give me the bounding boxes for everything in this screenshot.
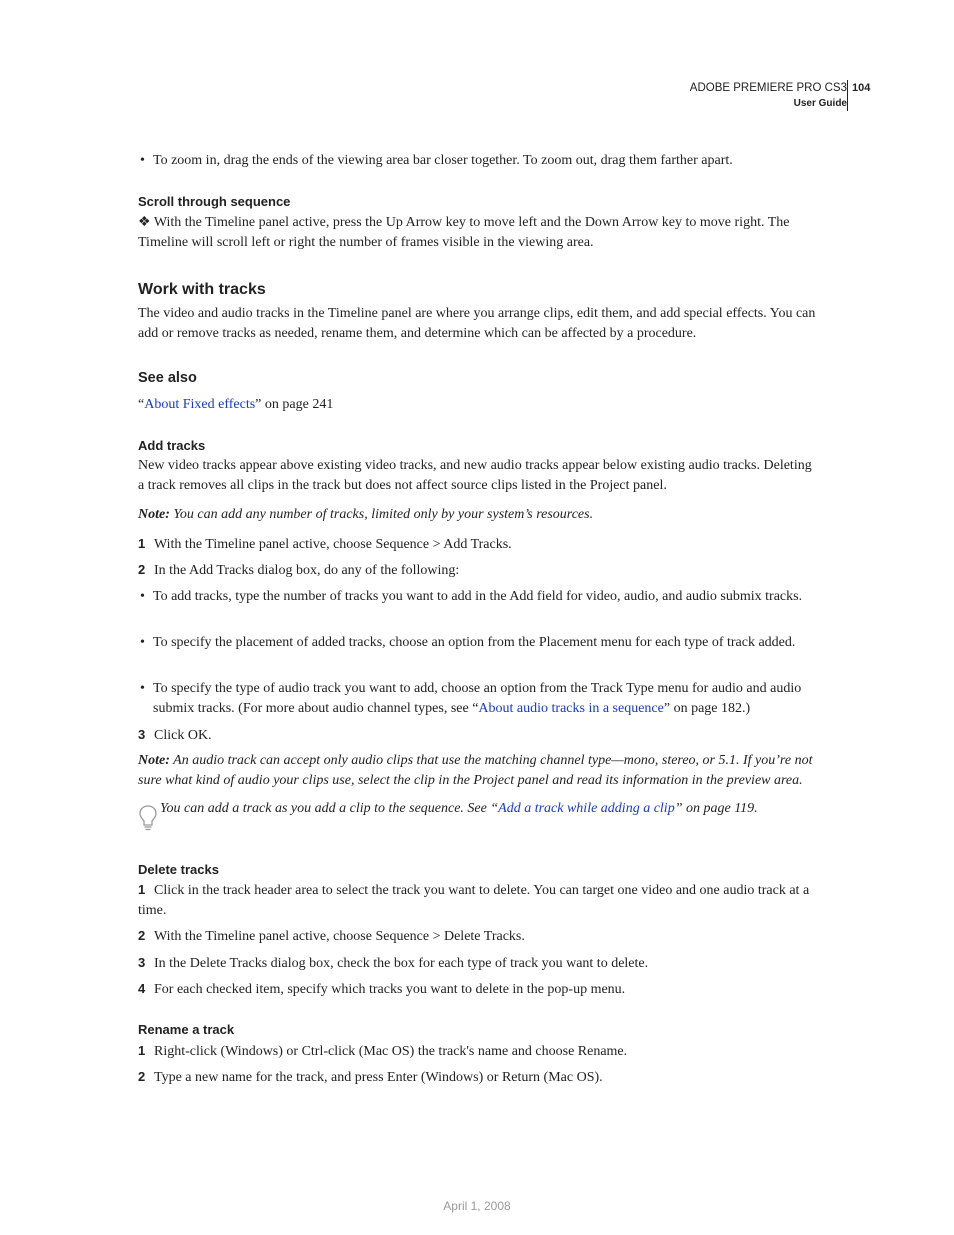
note: Note: You can add any number of tracks, limited only by your system’s resources. xyxy=(138,507,594,522)
list-item: • To specify the placement of added tracks, choose an option from the Placement menu for each type of track added. xyxy=(138,633,818,653)
step-item: 1 Click in the track header area to select the track you want to delete. You can target one video and one audio track at a time. xyxy=(138,882,810,918)
bullet-icon: • xyxy=(140,681,145,696)
see-also-reference: “About Fixed effects” on page 241 xyxy=(138,397,334,412)
bullet-icon: • xyxy=(140,635,145,650)
step-item: 1 With the Timeline panel active, choose Sequence > Add Tracks. xyxy=(138,536,512,552)
step-item: 4 For each checked item, specify which tracks you want to delete in the pop-up menu. xyxy=(138,981,626,997)
step-item: 3 In the Delete Tracks dialog box, check the box for each type of track you want to delete. xyxy=(138,955,649,971)
paragraph: The video and audio tracks in the Timeline panel are where you arrange clips, edit them, and add special effects. You can add or remove tracks as needed, rename them, and determine which can be affected by a procedure. xyxy=(138,306,816,341)
paragraph: New video tracks appear above existing video tracks, and new audio tracks appear below existing audio tracks. Deleting a track removes all clips in the track but does not affect source clips listed in the Project panel. xyxy=(138,458,812,493)
step-item: 2 With the Timeline panel active, choose Sequence > Delete Tracks. xyxy=(138,928,525,944)
header-divider xyxy=(847,80,848,111)
lightbulb-icon xyxy=(138,804,158,832)
footer-date: April 1, 2008 xyxy=(443,1199,511,1213)
section-heading: Scroll through sequence xyxy=(138,194,291,209)
product-name: ADOBE PREMIERE PRO CS3 xyxy=(689,82,847,94)
paragraph: ❖ With the Timeline panel active, press the Up Arrow key to move left and the Down Arrow key to move right. The Timeline will scroll left or right the number of frames visible in the viewing area. xyxy=(138,215,790,250)
list-item: • To specify the type of audio track you want to add, choose an option from the Track Type menu for audio and audio submix tracks. (For more about audio channel types, see “About audio tracks in a sequence” on page 182.) xyxy=(140,681,802,716)
link-add-track-while-adding-clip[interactable]: Add a track while adding a clip xyxy=(498,801,675,816)
page-title: Work with tracks xyxy=(138,281,266,298)
bullet-icon: • xyxy=(140,153,145,168)
link-about-audio-tracks[interactable]: About audio tracks in a sequence xyxy=(478,700,664,716)
bullet-icon: • xyxy=(140,589,145,604)
section-heading: See also xyxy=(138,370,197,386)
page-number: 104 xyxy=(852,82,871,94)
step-item: 2 Type a new name for the track, and press Enter (Windows) or Return (Mac OS). xyxy=(138,1069,603,1085)
section-heading: Delete tracks xyxy=(138,862,219,877)
step-item: 2 In the Add Tracks dialog box, do any of the following: xyxy=(138,562,460,578)
step-item: 1 Right-click (Windows) or Ctrl-click (Mac OS) the track's name and choose Rename. xyxy=(138,1043,628,1059)
step-item: 3 Click OK. xyxy=(138,727,212,743)
note: Note: An audio track can accept only audio clips that use the matching channel type—mono, stereo, or 5.1. If you’re not sure what kind of audio your clips use, select the clip in the Project panel and read its information in the preview area. xyxy=(138,753,813,788)
section-heading: Add tracks xyxy=(138,438,206,453)
tip-text: You can add a track as you add a clip to the sequence. See “Add a track while adding a clip” on page 119. xyxy=(160,801,758,816)
running-header xyxy=(690,80,847,112)
section-heading: Rename a track xyxy=(138,1022,235,1037)
list-item: • To zoom in, drag the ends of the viewing area bar closer together. To zoom out, drag them farther apart. xyxy=(138,151,818,171)
diamond-marker-icon: ❖ xyxy=(138,215,151,230)
list-item: • To add tracks, type the number of tracks you want to add in the Add field for video, audio, and audio submix tracks. xyxy=(138,587,818,607)
guide-name: User Guide xyxy=(793,98,847,109)
link-about-fixed-effects[interactable]: About Fixed effects xyxy=(144,397,256,412)
